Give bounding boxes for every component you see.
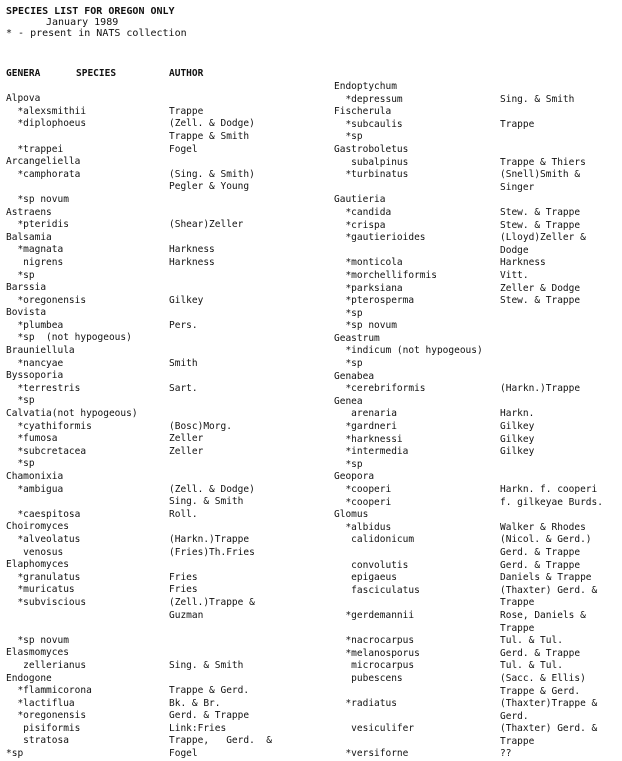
taxon-author: Gerd. & Trappe — [500, 546, 581, 558]
taxon-author: (Sing. & Smith) — [169, 168, 255, 180]
species-row — [334, 560, 622, 573]
document-title: SPECIES LIST FOR OREGON ONLY — [6, 6, 175, 17]
species-header: SPECIES — [76, 68, 117, 79]
taxon-author: Rose, Daniels & — [500, 609, 586, 621]
taxon-name: *fumosa — [6, 433, 58, 445]
taxon-name: *subcretacea — [6, 445, 87, 457]
taxon-author: Fries — [169, 571, 198, 583]
taxon-name: Balsamia — [6, 231, 52, 243]
taxon-name: *cyathiformis — [6, 420, 92, 432]
species-row — [334, 698, 622, 711]
species-row — [6, 547, 326, 560]
species-row — [334, 534, 622, 547]
species-row — [334, 270, 622, 283]
taxon-author: Gerd. & Trappe — [169, 710, 250, 722]
taxon-name: *flammicorona — [6, 685, 92, 697]
species-row — [6, 698, 326, 711]
taxon-author: Bk. & Br. — [169, 697, 221, 709]
taxon-name: microcarpus — [334, 660, 415, 672]
taxon-name: *sp — [6, 269, 35, 281]
left-column — [6, 68, 326, 761]
taxon-name: Endoptychum — [334, 81, 397, 92]
species-row — [334, 144, 622, 157]
taxon-name: stratosa — [6, 735, 69, 747]
taxon-name: *sp — [6, 395, 35, 407]
taxon-author: Trappe & Thiers — [500, 156, 586, 168]
taxon-author: (Zell. & Dodge) — [169, 483, 255, 495]
taxon-name: *nacrocarpus — [334, 635, 415, 647]
species-row — [6, 685, 326, 698]
taxon-name: *depressum — [334, 93, 403, 105]
species-row — [6, 395, 326, 408]
species-row — [6, 181, 326, 194]
taxon-name: Brauniellula — [6, 345, 75, 357]
taxon-author: Guzman — [169, 609, 204, 621]
taxon-name: Calvatia(not hypogeous) — [6, 408, 138, 420]
species-row — [334, 660, 622, 673]
taxon-name: *sp — [334, 358, 363, 370]
taxon-author: (Lloyd)Zeller & — [500, 232, 586, 244]
taxon-name: Endogone — [6, 672, 52, 684]
species-row — [6, 194, 326, 207]
author-header: AUTHOR — [169, 68, 204, 79]
species-row — [334, 497, 622, 510]
species-row — [6, 647, 326, 660]
taxon-author: Sing. & Smith — [500, 93, 575, 105]
taxon-name: *radiatus — [334, 698, 397, 710]
taxon-author: (Thaxter) Gerd. & — [500, 584, 598, 596]
taxon-name: *pteridis — [6, 219, 69, 231]
taxon-name: *oregonensis — [6, 294, 87, 306]
taxon-name: subalpinus — [334, 156, 409, 168]
taxon-name: *intermedia — [334, 446, 409, 458]
taxon-author: (Harkn.)Trappe — [169, 533, 250, 545]
taxon-name: *indicum (not hypogeous) — [334, 345, 483, 357]
species-row — [6, 471, 326, 484]
taxon-author: Gerd. — [500, 710, 529, 722]
species-row — [6, 635, 326, 648]
species-row — [334, 358, 622, 371]
species-row — [334, 471, 622, 484]
taxon-name: Byssoporia — [6, 370, 64, 382]
taxon-name: Arcangeliella — [6, 156, 81, 168]
species-row — [334, 295, 622, 308]
taxon-author: Tul. & Tul. — [500, 660, 563, 672]
column-header-row — [6, 68, 326, 81]
taxon-name: fasciculatus — [334, 584, 420, 596]
species-row — [6, 320, 326, 333]
taxon-name: *terrestris — [6, 382, 81, 394]
taxon-name: *trappei — [6, 143, 64, 155]
species-row — [334, 333, 622, 346]
species-row — [334, 522, 622, 535]
species-row — [334, 157, 622, 170]
species-row — [6, 521, 326, 534]
taxon-author: (Thaxter)Trappe & — [500, 698, 598, 710]
taxon-name: *ambigua — [6, 483, 64, 495]
species-row — [334, 547, 622, 560]
species-row — [6, 156, 326, 169]
species-row — [334, 220, 622, 233]
taxon-name: Gastroboletus — [334, 143, 409, 155]
species-row — [6, 584, 326, 597]
species-row — [6, 295, 326, 308]
species-row — [6, 572, 326, 585]
taxon-author: Gilkey — [500, 446, 535, 458]
species-row — [334, 308, 622, 321]
taxon-name: Geopora — [334, 471, 375, 483]
species-row — [334, 748, 622, 761]
taxon-author: (Harkn.)Trappe — [500, 383, 581, 395]
species-row — [334, 635, 622, 648]
taxon-name: *alveolatus — [6, 533, 81, 545]
species-row — [334, 169, 622, 182]
taxon-name: venosus — [6, 546, 64, 558]
taxon-name: Chamonixia — [6, 471, 64, 482]
taxon-name: Alpova — [6, 93, 41, 105]
taxon-name: *sp — [334, 307, 363, 319]
taxon-name: Fischerula — [334, 106, 392, 118]
taxon-author: Pers. — [169, 319, 198, 331]
taxon-name: *subcaulis — [334, 118, 403, 130]
species-row — [6, 433, 326, 446]
taxon-name: *sp — [334, 131, 363, 143]
species-row — [6, 257, 326, 270]
taxon-author: Harkn. f. cooperi — [500, 484, 598, 495]
taxon-name: *lactiflua — [6, 697, 75, 709]
taxon-author: (Sacc. & Ellis) — [500, 672, 586, 684]
taxon-name: *diplophoeus — [6, 118, 87, 130]
taxon-name: *sp — [6, 458, 35, 470]
taxon-author: Stew. & Trappe — [500, 206, 581, 218]
taxon-name: *caespitosa — [6, 508, 81, 520]
species-row — [334, 597, 622, 610]
species-row — [6, 597, 326, 610]
taxon-author: Harkness — [169, 244, 215, 256]
taxon-author: Roll. — [169, 508, 198, 520]
species-row — [6, 358, 326, 371]
species-row — [334, 572, 622, 585]
spacer-row — [6, 81, 326, 94]
species-row — [334, 446, 622, 459]
taxon-author: (Nicol. & Gerd.) — [500, 534, 592, 546]
species-row — [6, 458, 326, 471]
taxon-name: convolutis — [334, 559, 409, 571]
taxon-author: Smith — [169, 357, 198, 369]
taxon-name: *pterosperma — [334, 295, 415, 307]
right-species-list — [334, 81, 622, 761]
species-row — [6, 270, 326, 283]
species-row — [6, 446, 326, 459]
species-row — [6, 307, 326, 320]
taxon-name: *camphorata — [6, 168, 81, 180]
taxon-author: Dodge — [500, 244, 529, 256]
species-row — [334, 623, 622, 636]
taxon-name: *melanosporus — [334, 647, 420, 659]
taxon-name: epigaeus — [334, 572, 397, 584]
taxon-name: zellerianus — [6, 659, 87, 671]
species-row — [334, 673, 622, 686]
species-row — [6, 144, 326, 157]
taxon-author: Trappe — [500, 118, 535, 130]
species-row — [334, 736, 622, 749]
species-row — [6, 559, 326, 572]
taxon-author: Fries — [169, 584, 198, 596]
taxon-author: Vitt. — [500, 269, 529, 281]
taxon-name: *gerdemannii — [334, 609, 415, 621]
taxon-author: (Bosc)Morg. — [169, 420, 232, 432]
taxon-author: Zeller — [169, 433, 204, 445]
species-row — [6, 118, 326, 131]
species-row — [6, 534, 326, 547]
species-row — [334, 106, 622, 119]
species-row — [6, 421, 326, 434]
taxon-author: Trappe & Gerd. — [500, 685, 581, 697]
taxon-author: Fogel — [169, 748, 198, 760]
taxon-name: *plumbea — [6, 319, 64, 331]
species-row — [334, 207, 622, 220]
collection-note: * - present in NATS collection — [6, 28, 187, 39]
taxon-author: Stew. & Trappe — [500, 219, 581, 231]
species-row — [334, 459, 622, 472]
taxon-author: (Shear)Zeller — [169, 219, 244, 231]
species-row — [6, 169, 326, 182]
taxon-author: Gilkey — [500, 421, 535, 433]
taxon-name: *sp novum — [6, 193, 69, 205]
taxon-name: Genea — [334, 395, 363, 407]
taxon-name: Elaphomyces — [6, 559, 69, 571]
taxon-name: pisiformis — [6, 722, 81, 734]
taxon-author: Zeller & Dodge — [500, 282, 581, 294]
taxon-name: *sp (not hypogeous) — [6, 332, 132, 344]
taxon-author: Walker & Rhodes — [500, 521, 586, 533]
species-row — [334, 345, 622, 358]
taxon-author: Trappe — [500, 597, 535, 609]
taxon-name: Choiromyces — [6, 521, 69, 533]
taxon-name: *cooperi — [334, 496, 392, 508]
taxon-author: ?? — [500, 748, 512, 760]
taxon-name: Glomus — [334, 509, 369, 521]
species-row — [6, 408, 326, 421]
taxon-name: *muricatus — [6, 584, 75, 596]
taxon-name: Genabea — [334, 370, 375, 382]
taxon-author: Sing. & Smith — [169, 659, 244, 671]
taxon-name: *monticola — [334, 257, 403, 269]
species-row — [6, 735, 326, 748]
species-row — [334, 585, 622, 598]
taxon-name: *parksiana — [334, 282, 403, 294]
taxon-name: *crispa — [334, 219, 386, 231]
taxon-name: *subviscious — [6, 596, 87, 608]
species-row — [334, 371, 622, 384]
species-row — [334, 396, 622, 409]
species-row — [334, 257, 622, 270]
taxon-author: Trappe — [500, 622, 535, 634]
species-row — [6, 244, 326, 257]
taxon-name: *oregonensis — [6, 710, 87, 722]
taxon-author: Singer — [500, 181, 535, 193]
species-row — [6, 207, 326, 220]
taxon-name: *morchelliformis — [334, 269, 437, 281]
taxon-author: Trappe — [500, 735, 535, 747]
species-row — [6, 93, 326, 106]
species-row — [6, 622, 326, 635]
taxon-name: Astraens — [6, 206, 52, 218]
species-row — [334, 81, 622, 94]
taxon-name: pubescens — [334, 672, 403, 684]
taxon-name: Bovista — [6, 307, 47, 319]
species-row — [334, 711, 622, 724]
taxon-name: *versiforne — [334, 748, 409, 760]
taxon-author: Stew. & Trappe — [500, 295, 581, 307]
species-row — [6, 484, 326, 497]
taxon-author: Tul. & Tul. — [500, 635, 563, 647]
taxon-name: *magnata — [6, 244, 64, 256]
taxon-name: nigrens — [6, 256, 64, 268]
taxon-author: Gilkey — [169, 294, 204, 306]
species-row — [6, 106, 326, 119]
taxon-name: *sp novum — [334, 320, 397, 332]
taxon-author: (Zell. & Dodge) — [169, 118, 255, 130]
species-row — [334, 232, 622, 245]
species-row — [334, 408, 622, 421]
taxon-author: Trappe & Gerd. — [169, 685, 250, 697]
taxon-name: *sp — [6, 748, 24, 760]
taxon-author: Fogel — [169, 143, 198, 155]
taxon-author: Sing. & Smith — [169, 496, 244, 508]
taxon-author: Gilkey — [500, 433, 535, 445]
species-row — [6, 219, 326, 232]
taxon-name: Gautieria — [334, 194, 386, 206]
taxon-author: Pegler & Young — [169, 181, 250, 193]
taxon-name: *nancyae — [6, 357, 64, 369]
species-row — [334, 119, 622, 132]
species-row — [6, 282, 326, 295]
taxon-name: arenaria — [334, 408, 397, 420]
species-row — [6, 660, 326, 673]
species-row — [6, 496, 326, 509]
taxon-name: *turbinatus — [334, 169, 409, 181]
taxon-author: Trappe — [169, 105, 204, 117]
species-row — [334, 686, 622, 699]
species-row — [6, 332, 326, 345]
taxon-name: calidonicum — [334, 534, 415, 546]
taxon-name: Geastrum — [334, 332, 380, 344]
genera-header: GENERA — [6, 68, 41, 79]
taxon-author: Zeller — [169, 445, 204, 457]
taxon-name: *sp — [334, 458, 363, 470]
species-row — [6, 610, 326, 623]
taxon-name: *sp novum — [6, 634, 69, 646]
taxon-author: (Zell.)Trappe & — [169, 596, 255, 608]
species-row — [334, 484, 622, 497]
species-row — [6, 131, 326, 144]
taxon-author: Daniels & Trappe — [500, 572, 592, 584]
species-row — [6, 673, 326, 686]
species-row — [6, 232, 326, 245]
taxon-author: Harkness — [500, 257, 546, 269]
taxon-author: Harkness — [169, 256, 215, 268]
taxon-name: *gautierioides — [334, 232, 426, 244]
species-row — [334, 434, 622, 447]
taxon-author: Link:Fries — [169, 722, 227, 734]
right-column — [334, 81, 622, 761]
left-species-list — [6, 93, 326, 760]
taxon-author: Gerd. & Trappe — [500, 559, 581, 571]
species-row — [334, 648, 622, 661]
taxon-name: vesiculifer — [334, 723, 415, 735]
species-row — [6, 370, 326, 383]
taxon-name: *albidus — [334, 521, 392, 533]
species-row — [334, 610, 622, 623]
species-row — [334, 182, 622, 195]
taxon-name: *cerebriformis — [334, 383, 426, 395]
species-row — [6, 383, 326, 396]
species-row — [6, 723, 326, 736]
taxon-name: *candida — [334, 206, 392, 218]
species-row — [334, 383, 622, 396]
taxon-name: Elasmomyces — [6, 647, 69, 659]
species-row — [334, 723, 622, 736]
taxon-author: (Snell)Smith & — [500, 169, 581, 181]
taxon-name: Barssia — [6, 282, 47, 294]
species-row — [334, 283, 622, 296]
document-date: January 1989 — [46, 17, 119, 28]
species-row — [6, 710, 326, 723]
taxon-name: *cooperi — [334, 484, 392, 495]
species-row — [334, 131, 622, 144]
species-row — [6, 345, 326, 358]
species-row — [334, 245, 622, 258]
taxon-name: *granulatus — [6, 571, 81, 583]
taxon-name: *alexsmithii — [6, 105, 87, 117]
taxon-name: *gardneri — [334, 421, 397, 433]
species-row — [334, 320, 622, 333]
species-row — [334, 94, 622, 107]
taxon-author: Gerd. & Trappe — [500, 647, 581, 659]
taxon-author: (Fries)Th.Fries — [169, 546, 255, 558]
taxon-author: Trappe & Smith — [169, 130, 250, 142]
taxon-author: Trappe, Gerd. & — [169, 735, 272, 747]
taxon-author: f. gilkeyae Burds. — [500, 496, 603, 508]
species-row — [334, 194, 622, 207]
species-row — [6, 509, 326, 522]
taxon-author: (Thaxter) Gerd. & — [500, 723, 598, 735]
species-row — [334, 509, 622, 522]
taxon-name: *harknessi — [334, 433, 403, 445]
species-row — [334, 421, 622, 434]
taxon-author: Harkn. — [500, 408, 535, 420]
taxon-author: Sart. — [169, 382, 198, 394]
